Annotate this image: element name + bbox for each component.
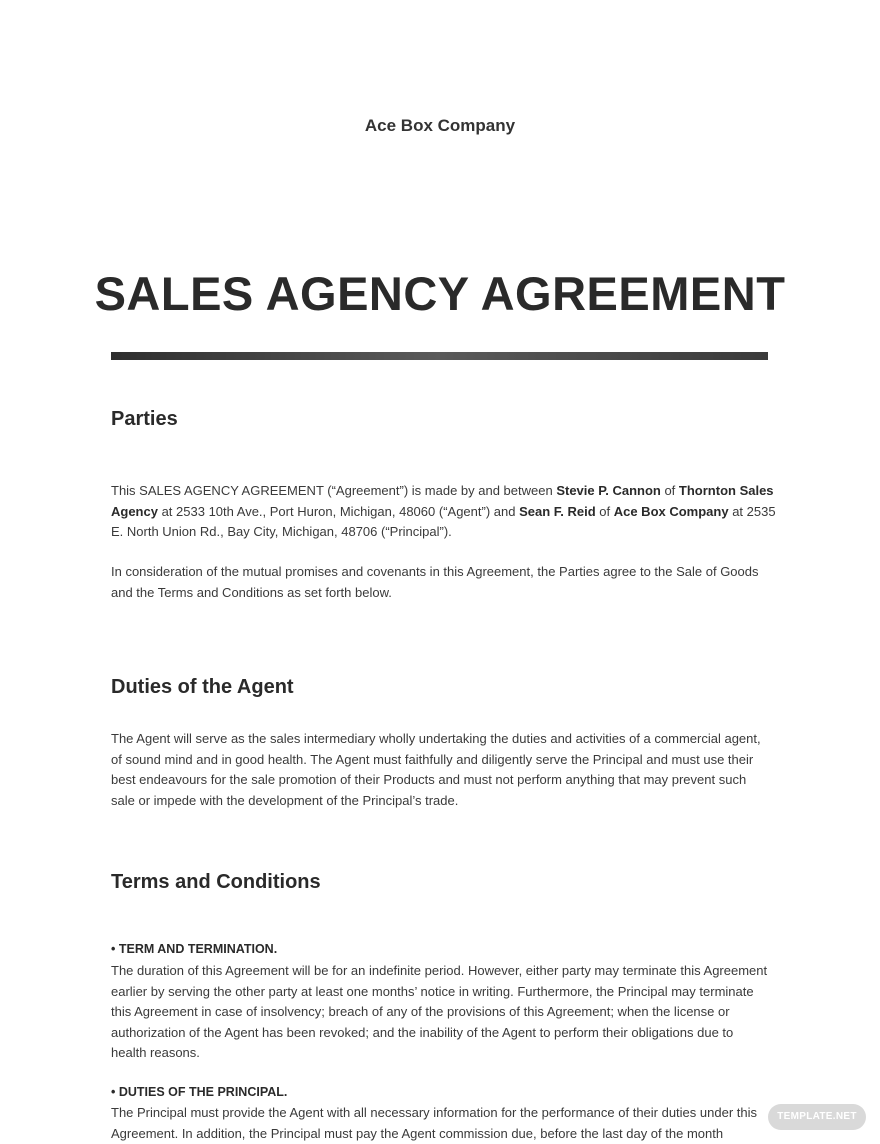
- document-title: SALES AGENCY AGREEMENT: [94, 267, 786, 320]
- duties-paragraph: The Agent will serve as the sales intermediary wholly undertaking the duties and activities of a commercial agent, of sound mind and in good health. The Agent must faithfully and diligently serve the Principal and must use their best endeavours for the sale promotion of their Products and must not perform anything that may prevent such sale or impede with the development of the Principal’s trade.: [111, 731, 761, 808]
- principal-company: Ace Box Company: [613, 503, 729, 519]
- parties-text: of: [660, 483, 679, 498]
- section-heading-terms: Terms and Conditions: [111, 871, 321, 893]
- agent-company: Thornton Sales Agency: [111, 483, 774, 519]
- section-heading-duties: Duties of the Agent: [111, 676, 294, 698]
- parties-text: at 2533 10th Ave., Port Huron, Michigan, 48060 (“Agent”) and: [157, 503, 520, 519]
- parties-text: at 2535 E. North Union Rd., Bay City, Michigan, 48706 (“Principal”).: [111, 503, 776, 539]
- parties-paragraph: [111, 481, 779, 543]
- consideration-paragraph: In consideration of the mutual promises and covenants in this Agreement, the Parties agree to the Sale of Goods and the Terms and Conditions as set forth below.: [111, 564, 759, 600]
- term-item-text: The duration of this Agreement will be for an indefinite period. However, either party may terminate this Agreement earlier by serving the other party at least one months’ notice in writing. Furthermore, the Principal may terminate this Agreement in case of insolvency; breach of any of the provisions of this Agreement; when the license or authorization of the Agent has been revoked; and the inability of the Agent to perform their obligations due to health reasons.: [111, 963, 768, 1060]
- agent-name: Stevie P. Cannon: [556, 483, 661, 498]
- section-heading-parties: Parties: [111, 408, 178, 430]
- company-name: Ace Box Company: [364, 116, 516, 135]
- term-item-text: The Principal must provide the Agent with all necessary information for the performance of their duties under this Agreement. In addition, the Principal must pay the Agent commission due, before the last day of the month: [111, 1105, 757, 1141]
- term-item-label: • DUTIES OF THE PRINCIPAL.: [111, 1085, 288, 1099]
- title-divider: [111, 352, 768, 360]
- parties-text: of: [595, 503, 614, 519]
- principal-name: Sean F. Reid: [519, 503, 596, 519]
- watermark-badge: TEMPLATE.NET: [768, 1104, 866, 1130]
- term-item-label: • TERM AND TERMINATION.: [111, 942, 278, 956]
- parties-text: This SALES AGENCY AGREEMENT (“Agreement”) is made by and between: [111, 483, 557, 498]
